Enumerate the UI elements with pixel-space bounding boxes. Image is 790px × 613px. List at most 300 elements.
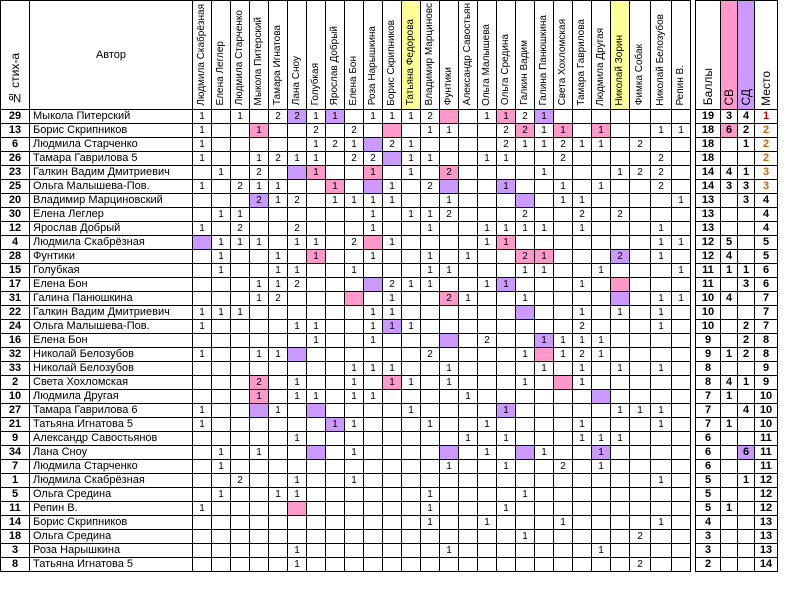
row-author: Людмила Скабрёзная <box>30 236 193 250</box>
score-cell: 1 <box>592 432 611 446</box>
score-cell <box>364 376 383 390</box>
score-cell <box>630 250 651 264</box>
score-cell <box>364 236 383 250</box>
score-cell <box>440 558 459 572</box>
score-cell <box>592 362 611 376</box>
score-cell: 1 <box>516 348 535 362</box>
score-cell: 1 <box>364 222 383 236</box>
score-cell: 1 <box>421 124 440 138</box>
score-cell <box>307 530 326 544</box>
row-total: 6 <box>696 446 721 460</box>
row-sv <box>721 334 738 348</box>
score-cell <box>269 166 288 180</box>
table-row <box>1 306 778 320</box>
score-cell <box>651 460 672 474</box>
score-cell <box>592 222 611 236</box>
score-cell <box>402 446 421 460</box>
score-cell <box>326 404 345 418</box>
score-cell <box>459 194 478 208</box>
score-cell: 1 <box>651 292 672 306</box>
row-total: 8 <box>696 362 721 376</box>
score-cell <box>402 334 421 348</box>
score-cell <box>440 530 459 544</box>
score-cell: 1 <box>535 446 554 460</box>
score-cell: 1 <box>478 516 497 530</box>
score-cell <box>421 306 440 320</box>
header-judge <box>497 1 516 110</box>
row-place: 6 <box>755 278 778 292</box>
score-cell <box>459 208 478 222</box>
score-cell <box>630 418 651 432</box>
score-cell <box>250 432 269 446</box>
score-cell <box>672 222 691 236</box>
score-cell <box>402 488 421 502</box>
score-cell <box>193 488 212 502</box>
score-cell: 2 <box>554 138 573 152</box>
row-author: Тамара Гаврилова 6 <box>30 404 193 418</box>
row-place: 11 <box>755 460 778 474</box>
score-cell: 1 <box>231 236 250 250</box>
score-cell <box>535 152 554 166</box>
score-cell <box>345 250 364 264</box>
row-sv <box>721 558 738 572</box>
score-cell: 1 <box>307 166 326 180</box>
score-cell <box>672 250 691 264</box>
score-cell <box>269 390 288 404</box>
score-cell <box>364 418 383 432</box>
vertical-label: Борис Скрипников <box>386 19 397 106</box>
score-cell <box>288 502 307 516</box>
score-cell <box>326 250 345 264</box>
score-cell: 1 <box>459 390 478 404</box>
score-cell <box>497 348 516 362</box>
score-cell: 1 <box>478 152 497 166</box>
score-cell: 1 <box>212 166 231 180</box>
score-cell <box>212 516 231 530</box>
score-cell <box>364 558 383 572</box>
score-cell <box>269 334 288 348</box>
score-cell <box>326 488 345 502</box>
row-sd <box>738 460 755 474</box>
score-cell: 1 <box>516 264 535 278</box>
score-cell <box>440 502 459 516</box>
score-cell: 1 <box>383 110 402 124</box>
score-cell <box>345 404 364 418</box>
row-num: 25 <box>1 180 30 194</box>
score-cell <box>326 334 345 348</box>
score-cell <box>383 432 402 446</box>
score-cell <box>212 222 231 236</box>
header-judge <box>554 1 573 110</box>
score-cell <box>421 474 440 488</box>
score-cell <box>326 278 345 292</box>
score-cell: 1 <box>554 334 573 348</box>
score-cell: 1 <box>212 306 231 320</box>
score-cell <box>269 516 288 530</box>
score-cell: 1 <box>592 544 611 558</box>
score-cell <box>250 516 269 530</box>
score-cell: 1 <box>250 278 269 292</box>
score-cell <box>630 488 651 502</box>
header-author: Автор <box>30 1 193 110</box>
score-cell: 1 <box>651 306 672 320</box>
score-cell <box>516 460 535 474</box>
score-cell <box>383 446 402 460</box>
score-cell <box>383 222 402 236</box>
row-num: 26 <box>1 152 30 166</box>
score-cell <box>326 264 345 278</box>
score-cell: 1 <box>288 376 307 390</box>
header-judge <box>421 1 440 110</box>
score-cell <box>573 110 592 124</box>
row-total: 10 <box>696 306 721 320</box>
score-cell <box>672 530 691 544</box>
score-cell <box>269 222 288 236</box>
score-cell <box>421 446 440 460</box>
score-cell <box>630 516 651 530</box>
score-cell: 2 <box>288 110 307 124</box>
header-judge <box>212 1 231 110</box>
score-cell <box>231 362 250 376</box>
vertical-label: № стих-а <box>8 53 22 106</box>
table-row <box>1 502 778 516</box>
score-cell <box>672 334 691 348</box>
row-total: 4 <box>696 516 721 530</box>
score-cell <box>326 222 345 236</box>
score-cell: 1 <box>307 390 326 404</box>
score-cell <box>383 348 402 362</box>
score-cell: 1 <box>212 208 231 222</box>
score-cell <box>402 264 421 278</box>
row-sd <box>738 488 755 502</box>
vertical-label: Роза Нарышкина <box>367 26 378 106</box>
row-author: Репин В. <box>30 502 193 516</box>
score-cell: 2 <box>516 250 535 264</box>
score-cell <box>402 292 421 306</box>
score-cell <box>364 474 383 488</box>
score-cell: 1 <box>651 236 672 250</box>
table-row <box>1 320 778 334</box>
score-cell <box>212 418 231 432</box>
score-cell <box>193 530 212 544</box>
score-cell <box>288 180 307 194</box>
score-cell <box>269 502 288 516</box>
score-cell <box>516 502 535 516</box>
row-place: 10 <box>755 390 778 404</box>
score-cell <box>497 558 516 572</box>
row-num: 10 <box>1 390 30 404</box>
score-cell <box>459 502 478 516</box>
score-cell <box>326 474 345 488</box>
score-cell <box>672 278 691 292</box>
score-cell: 1 <box>212 446 231 460</box>
score-cell: 1 <box>307 110 326 124</box>
score-cell <box>193 278 212 292</box>
score-cell <box>651 110 672 124</box>
vertical-label: Тамара Гаврилова <box>576 18 587 106</box>
row-sv: 5 <box>721 236 738 250</box>
score-cell: 1 <box>402 404 421 418</box>
score-cell <box>402 474 421 488</box>
score-cell <box>231 334 250 348</box>
score-cell <box>307 446 326 460</box>
score-cell: 2 <box>651 180 672 194</box>
score-cell <box>383 404 402 418</box>
score-cell <box>383 530 402 544</box>
score-cell <box>516 516 535 530</box>
score-cell <box>573 474 592 488</box>
score-cell <box>288 446 307 460</box>
score-cell <box>611 348 630 362</box>
score-cell <box>288 208 307 222</box>
score-cell <box>672 320 691 334</box>
score-cell <box>250 250 269 264</box>
score-cell <box>592 292 611 306</box>
row-sd <box>738 530 755 544</box>
score-cell <box>364 180 383 194</box>
row-num: 11 <box>1 502 30 516</box>
score-cell <box>307 292 326 306</box>
row-sv <box>721 488 738 502</box>
score-cell <box>212 348 231 362</box>
row-sd: 2 <box>738 334 755 348</box>
score-cell <box>497 544 516 558</box>
score-cell <box>193 194 212 208</box>
score-cell: 1 <box>307 334 326 348</box>
score-cell <box>212 474 231 488</box>
row-num: 21 <box>1 418 30 432</box>
vertical-label: Людмила Другая <box>595 27 606 106</box>
score-cell: 1 <box>326 418 345 432</box>
score-cell <box>421 320 440 334</box>
score-cell <box>288 530 307 544</box>
score-cell <box>592 418 611 432</box>
score-cell <box>611 530 630 544</box>
row-total: 6 <box>696 432 721 446</box>
score-cell <box>345 306 364 320</box>
score-cell <box>402 124 421 138</box>
score-cell: 2 <box>516 110 535 124</box>
score-cell: 1 <box>193 222 212 236</box>
score-cell <box>630 460 651 474</box>
header-judge <box>478 1 497 110</box>
score-cell <box>573 558 592 572</box>
score-cell: 1 <box>497 222 516 236</box>
row-sd <box>738 222 755 236</box>
score-cell <box>592 404 611 418</box>
table-row <box>1 446 778 460</box>
score-cell: 1 <box>573 306 592 320</box>
score-cell: 1 <box>516 488 535 502</box>
score-cell: 1 <box>288 320 307 334</box>
row-total: 8 <box>696 376 721 390</box>
score-cell <box>592 208 611 222</box>
score-cell <box>307 208 326 222</box>
row-num: 7 <box>1 460 30 474</box>
score-cell <box>440 474 459 488</box>
score-cell <box>554 222 573 236</box>
score-cell <box>478 432 497 446</box>
header-judge <box>630 1 651 110</box>
row-place: 11 <box>755 446 778 460</box>
score-cell <box>459 516 478 530</box>
score-cell <box>516 236 535 250</box>
score-cell: 2 <box>421 110 440 124</box>
score-cell: 1 <box>307 250 326 264</box>
score-cell <box>231 544 250 558</box>
vertical-label: СВ <box>722 88 736 106</box>
score-cell <box>478 502 497 516</box>
row-sd: 2 <box>738 124 755 138</box>
row-sv <box>721 320 738 334</box>
score-cell <box>651 530 672 544</box>
score-cell <box>535 530 554 544</box>
score-cell <box>326 152 345 166</box>
score-cell: 1 <box>497 236 516 250</box>
score-cell <box>326 446 345 460</box>
score-cell: 2 <box>611 208 630 222</box>
table-row <box>1 236 778 250</box>
score-cell <box>516 404 535 418</box>
row-place: 5 <box>755 250 778 264</box>
score-cell <box>651 446 672 460</box>
score-cell <box>611 502 630 516</box>
score-cell <box>459 110 478 124</box>
score-cell <box>212 292 231 306</box>
score-cell <box>307 194 326 208</box>
row-sv: 4 <box>721 250 738 264</box>
score-cell <box>421 362 440 376</box>
score-cell <box>288 292 307 306</box>
vertical-label: Лана Сноу <box>291 56 302 106</box>
score-cell <box>497 264 516 278</box>
row-total: 11 <box>696 264 721 278</box>
score-cell <box>516 558 535 572</box>
score-cell <box>611 222 630 236</box>
row-sv: 1 <box>721 418 738 432</box>
score-cell <box>611 418 630 432</box>
score-cell: 2 <box>573 320 592 334</box>
score-cell <box>326 544 345 558</box>
row-sv <box>721 306 738 320</box>
score-cell: 1 <box>672 292 691 306</box>
score-cell <box>326 124 345 138</box>
score-cell <box>630 208 651 222</box>
score-cell: 1 <box>193 138 212 152</box>
score-cell: 1 <box>212 236 231 250</box>
score-cell: 2 <box>364 152 383 166</box>
score-cell <box>383 516 402 530</box>
score-cell <box>672 446 691 460</box>
score-cell <box>592 110 611 124</box>
row-total: 5 <box>696 488 721 502</box>
score-cell <box>478 530 497 544</box>
score-cell: 1 <box>478 418 497 432</box>
score-cell: 1 <box>269 180 288 194</box>
score-cell <box>459 264 478 278</box>
score-cell: 1 <box>611 306 630 320</box>
score-cell: 1 <box>383 180 402 194</box>
score-cell <box>630 334 651 348</box>
row-sv: 4 <box>721 292 738 306</box>
score-cell <box>611 124 630 138</box>
score-cell: 1 <box>440 194 459 208</box>
row-num: 13 <box>1 124 30 138</box>
score-cell <box>440 348 459 362</box>
score-cell <box>630 110 651 124</box>
score-cell <box>440 236 459 250</box>
score-cell: 1 <box>535 138 554 152</box>
score-cell <box>592 502 611 516</box>
vertical-label: Репин В. <box>675 64 686 106</box>
score-cell <box>672 138 691 152</box>
score-cell <box>250 320 269 334</box>
score-cell: 1 <box>288 390 307 404</box>
score-cell <box>592 558 611 572</box>
score-cell <box>497 390 516 404</box>
table-row <box>1 404 778 418</box>
row-place: 3 <box>755 166 778 180</box>
score-cell <box>250 110 269 124</box>
row-num: 3 <box>1 544 30 558</box>
score-cell <box>269 530 288 544</box>
score-cell: 2 <box>231 222 250 236</box>
score-cell <box>231 124 250 138</box>
score-cell: 1 <box>288 264 307 278</box>
score-cell: 1 <box>535 362 554 376</box>
score-cell <box>231 320 250 334</box>
score-cell <box>440 320 459 334</box>
score-cell <box>554 264 573 278</box>
score-cell: 1 <box>250 180 269 194</box>
row-sv: 1 <box>721 348 738 362</box>
score-cell <box>307 180 326 194</box>
score-cell: 1 <box>326 194 345 208</box>
score-cell <box>288 348 307 362</box>
row-place: 11 <box>755 432 778 446</box>
score-cell: 1 <box>269 264 288 278</box>
score-cell: 2 <box>250 166 269 180</box>
score-cell <box>440 152 459 166</box>
score-cell <box>250 362 269 376</box>
score-cell <box>535 348 554 362</box>
table-row <box>1 516 778 530</box>
header-judge <box>440 1 459 110</box>
score-cell <box>535 488 554 502</box>
row-sv <box>721 152 738 166</box>
row-sv: 1 <box>721 502 738 516</box>
score-cell: 2 <box>554 152 573 166</box>
row-place: 10 <box>755 418 778 432</box>
score-cell <box>326 320 345 334</box>
score-cell <box>478 390 497 404</box>
score-cell: 1 <box>497 404 516 418</box>
score-cell: 2 <box>307 124 326 138</box>
row-sd <box>738 502 755 516</box>
score-cell <box>345 432 364 446</box>
score-cell: 1 <box>592 138 611 152</box>
score-cell: 1 <box>212 460 231 474</box>
score-cell <box>630 152 651 166</box>
vertical-label: Фунтики <box>443 67 454 106</box>
score-cell: 1 <box>288 236 307 250</box>
score-cell <box>364 292 383 306</box>
score-cell <box>440 516 459 530</box>
vertical-label: Тамара Игнатова <box>272 25 283 106</box>
row-place: 14 <box>755 558 778 572</box>
score-cell <box>478 306 497 320</box>
score-cell <box>592 376 611 390</box>
